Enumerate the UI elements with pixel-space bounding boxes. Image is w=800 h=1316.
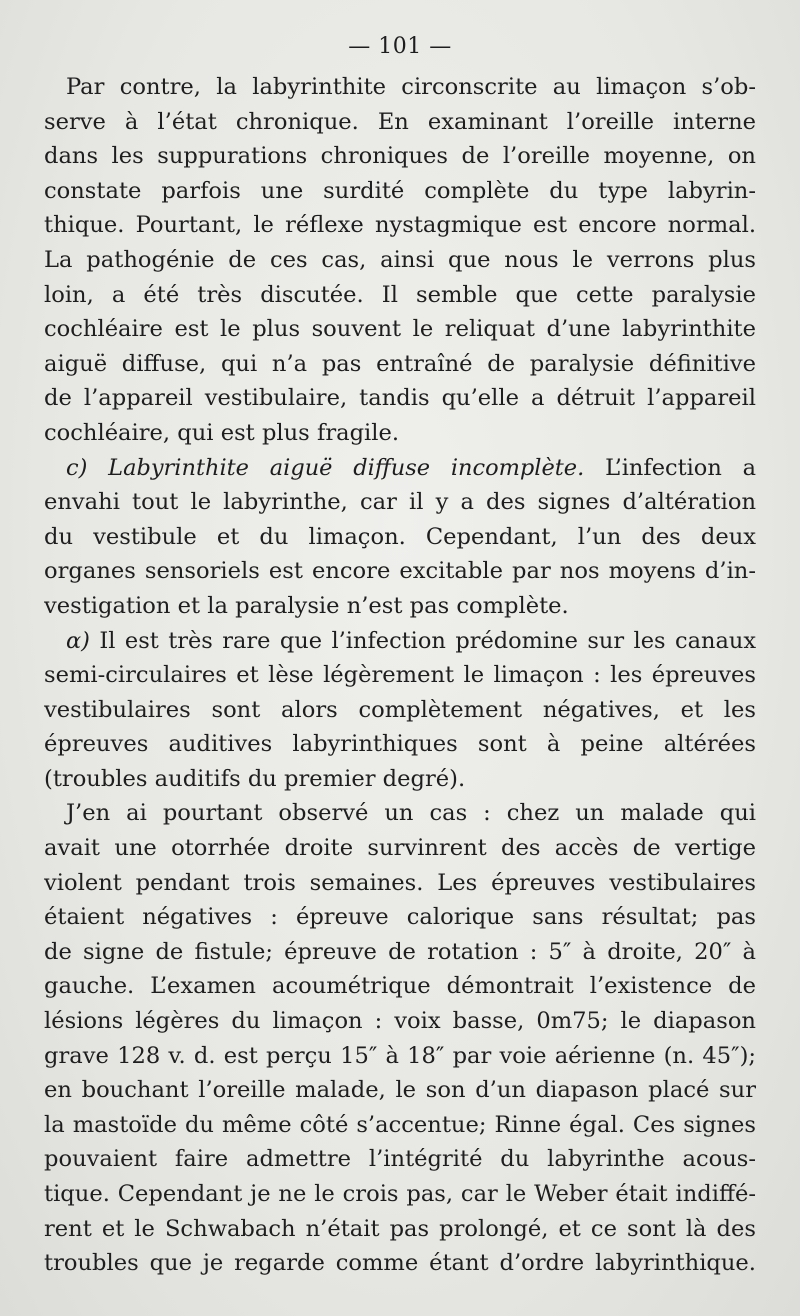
text-line: loin, a été très discutée. Il semble que cette paralysie: [44, 281, 756, 308]
text-line: grave 128 v. d. est perçu 15″ à 18″ par voie aérienne (n. 45″);: [44, 1042, 756, 1069]
text-line: de l’appareil vestibulaire, tandis qu’elle a détruit l’appareil: [44, 385, 756, 412]
subsection-marker: α): [66, 627, 90, 654]
paragraph-1: [44, 70, 756, 451]
section-heading: Labyrinthite aiguë diffuse incomplète.: [108, 454, 585, 481]
page-number: — 101 —: [348, 34, 452, 59]
text-line: la mastoïde du même côté s’accentue; Rinne égal. Ces signes: [44, 1111, 756, 1138]
paragraph-3: [44, 624, 756, 797]
text-line: de signe de fistule; épreuve de rotation : 5″ à droite, 20″ à: [44, 938, 756, 965]
text-line: aiguë diffuse, qui n’a pas entraîné de paralysie définitive: [44, 350, 756, 377]
text-line: violent pendant trois semaines. Les épreuves vestibulaires: [44, 869, 756, 896]
text-line: serve à l’état chronique. En examinant l’oreille interne: [44, 108, 756, 135]
text-line: Par contre, la labyrinthite circonscrite au limaçon s’ob-: [66, 74, 756, 100]
text-line: constate parfois une surdité complète du type labyrin-: [44, 177, 756, 204]
section-marker: c): [66, 454, 88, 481]
text-line: épreuves auditives labyrinthiques sont à peine altérées: [44, 731, 756, 758]
text-line: (troubles auditifs du premier degré).: [44, 765, 466, 792]
text-line: étaient négatives : épreuve calorique sans résultat; pas: [44, 904, 756, 931]
text-fragment: L’infection a: [605, 454, 756, 481]
text-line: lésions légères du limaçon : voix basse, 0m75; le diapason: [44, 1008, 756, 1035]
text-line: dans les suppurations chroniques de l’oreille moyenne, on: [44, 143, 756, 170]
text-line: cochléaire est le plus souvent le reliquat d’une labyrinthite: [44, 316, 756, 343]
text-line: vestigation et la paralysie n’est pas complète.: [44, 592, 569, 619]
subsection-line: [44, 624, 756, 659]
text-line: avait une otorrhée droite survinrent des accès de vertige: [44, 835, 756, 862]
paragraph-2: [44, 451, 756, 624]
text-line: La pathogénie de ces cas, ainsi que nous le verrons plus: [44, 246, 756, 273]
text-line: du vestibule et du limaçon. Cependant, l’un des deux: [44, 523, 756, 550]
text-line: thique. Pourtant, le réflexe nystagmique est encore normal.: [44, 212, 756, 239]
text-line: envahi tout le labyrinthe, car il y a des signes d’altération: [44, 489, 756, 516]
text-line: gauche. L’examen acoumétrique démontrait l’existence de: [44, 973, 756, 1000]
text-fragment: Il est très rare que l’infection prédomine sur les canaux: [99, 627, 756, 654]
text-line: tique. Cependant je ne le crois pas, car le Weber était indiffé-: [44, 1181, 756, 1207]
text-line: troubles que je regarde comme étant d’ordre labyrinthique.: [44, 1250, 756, 1277]
text-line: cochléaire, qui est plus fragile.: [44, 419, 400, 446]
text-line: semi-circulaires et lèse légèrement le limaçon : les épreuves: [44, 662, 756, 689]
text-line: rent et le Schwabach n’était pas prolongé, et ce sont là des: [44, 1215, 756, 1242]
paragraph-4: [44, 796, 756, 1280]
text-line: J’en ai pourtant observé un cas : chez un malade qui: [66, 800, 756, 827]
text-line: pouvaient faire admettre l’intégrité du labyrinthe acous-: [44, 1146, 756, 1173]
text-line: en bouchant l’oreille malade, le son d’un diapason placé sur: [44, 1077, 756, 1104]
text-line: organes sensoriels est encore excitable par nos moyens d’in-: [44, 558, 756, 585]
text-line: vestibulaires sont alors complètement négatives, et les: [44, 696, 756, 723]
section-heading-line: [44, 451, 756, 486]
